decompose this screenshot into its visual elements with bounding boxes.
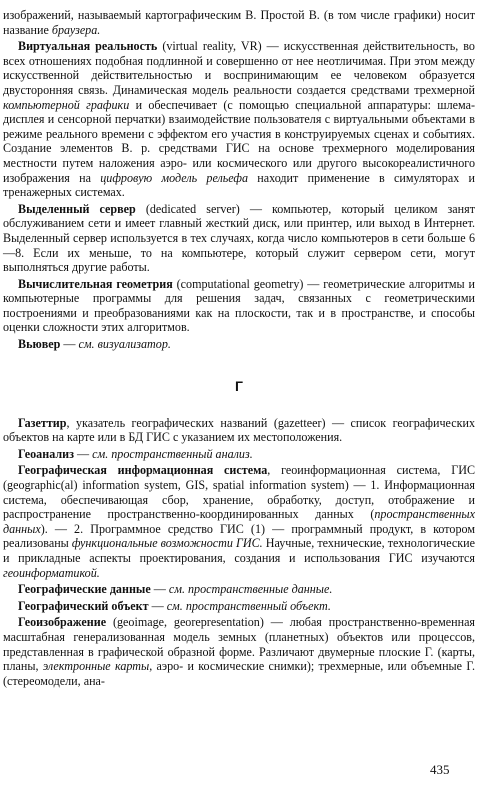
entries-block-v bbox=[3, 8, 475, 352]
text-run: изображений, называемый картографическим В. Простой В. (в том числе графики) носит название bbox=[3, 8, 475, 37]
page-text bbox=[3, 8, 475, 688]
italic-text: пространственных данных bbox=[3, 507, 475, 536]
text-run: находит применение в симуляторах и тренажерных системах. bbox=[3, 170, 475, 200]
italic-text: браузера. bbox=[51, 22, 101, 37]
paragraph bbox=[3, 599, 475, 614]
term-heading: Выделенный сервер bbox=[18, 201, 136, 216]
italic-text: см. пространственный анализ. bbox=[92, 446, 253, 461]
paragraph bbox=[3, 416, 475, 445]
italic-text: электронные карты bbox=[42, 659, 150, 674]
paragraph bbox=[3, 447, 475, 462]
italic-text: цифровую модель рельефа bbox=[100, 170, 249, 185]
paragraph bbox=[3, 337, 475, 352]
paragraph bbox=[3, 463, 475, 580]
entries-block-g bbox=[3, 416, 475, 689]
italic-text: компьютерной графики bbox=[3, 97, 130, 112]
italic-text: см. пространственный объект. bbox=[166, 598, 331, 613]
text-run: , аэро- и космические снимки); трехмерные, или объемные Г. (стереомодели, ана- bbox=[3, 659, 475, 688]
italic-text: функциональные возможности ГИС. bbox=[71, 536, 263, 551]
text-run: (dedicated server) — компьютер, который целиком занят обслуживанием сети и имеет главный жесткий диск, или принтер, или выход в Интернет. Выделенный сервер используется в тех случаях, когда число компьютеров в сети больше 6—8. Если их меньше, то на компьютере, который служит сервером сети, могут выполняться другие работы. bbox=[3, 201, 475, 275]
italic-text: см. визуализатор. bbox=[78, 337, 171, 352]
section-letter: Г bbox=[235, 377, 243, 394]
term-heading: Географическая информационная система bbox=[18, 463, 268, 478]
italic-text: см. пространственные данные. bbox=[168, 582, 333, 597]
text-run: — bbox=[73, 446, 93, 461]
text-run: — bbox=[60, 337, 79, 352]
paragraph bbox=[3, 39, 475, 200]
text-run: (computational geometry) — геометрические алгоритмы и компьютерные программы для решения задач, связанных с геометрическими построениями и преобразованиями как на плоскости, так и в пространстве, и способы оценки сложности этих алгоритмов. bbox=[3, 276, 475, 335]
paragraph bbox=[3, 8, 475, 37]
term-heading: Географический объект bbox=[18, 598, 149, 613]
text-run: , геоинформационная система, ГИС (geographic(al) information system, GIS, spatial information system) — 1. Информационная система, обеспечивающая сбор, хранение, обработку, доступ, отображение и распространение пространственно-координированных данных ( bbox=[3, 463, 476, 522]
text-run: (virtual reality, VR) — искусственная действительность, во всех отношениях подобная подлинной и совершенно от нее неотличимая. При этом между искусственной действительностью и воспринимающим ее человеком образуется двусторонняя связь. Динамическая модель реальности создается средствами трехмерной bbox=[3, 39, 475, 97]
term-heading: Геоанализ bbox=[18, 446, 74, 461]
paragraph bbox=[3, 615, 475, 688]
text-run: , указатель географических названий (gazetteer) — список географических объектов на карте или в БД ГИС с указанием их местоположения. bbox=[3, 415, 475, 445]
text-run: — bbox=[148, 598, 167, 613]
term-heading: Виртуальная реальность bbox=[18, 39, 158, 54]
text-run: Научные, технические, технологические и прикладные аспекты проектирования, создания и использования ГИС изучаются bbox=[3, 536, 475, 565]
term-heading: Вьювер bbox=[18, 337, 61, 352]
italic-text: геоинформатикой. bbox=[3, 565, 100, 580]
text-run: и обеспечивает (с помощью специальной аппаратуры: шлема-дисплея и сенсорной перчатки) взаимодействие пользователя с виртуальными объектами в режиме реального времени с эффектом его участия в конструируемых сценах и событиях. Создание элементов В. р. средствами ГИС на основе трехмерного моделирования местности путем наложения аэро- или космического или другого высокореалистичного изображения на bbox=[3, 97, 475, 185]
page-number: 435 bbox=[430, 762, 450, 777]
text-run: ). — 2. Программное средство ГИС (1) — программный продукт, в котором реализованы bbox=[3, 521, 475, 551]
term-heading: Геоизображение bbox=[18, 615, 107, 630]
paragraph bbox=[3, 582, 475, 597]
term-heading: Географические данные bbox=[18, 582, 151, 597]
term-heading: Газеттир bbox=[18, 415, 67, 430]
text-run: (geoimage, georepresentation) — любая пространственно-временная масштабная генерализованная модель земных (планетных) объектов или процессов, представленная в графической образной форме. Различают двумерные плоские Г. (карты, планы, bbox=[3, 615, 475, 674]
text-run: — bbox=[150, 582, 169, 597]
paragraph bbox=[3, 277, 475, 335]
paragraph bbox=[3, 202, 475, 275]
term-heading: Вычислительная геометрия bbox=[18, 276, 173, 291]
